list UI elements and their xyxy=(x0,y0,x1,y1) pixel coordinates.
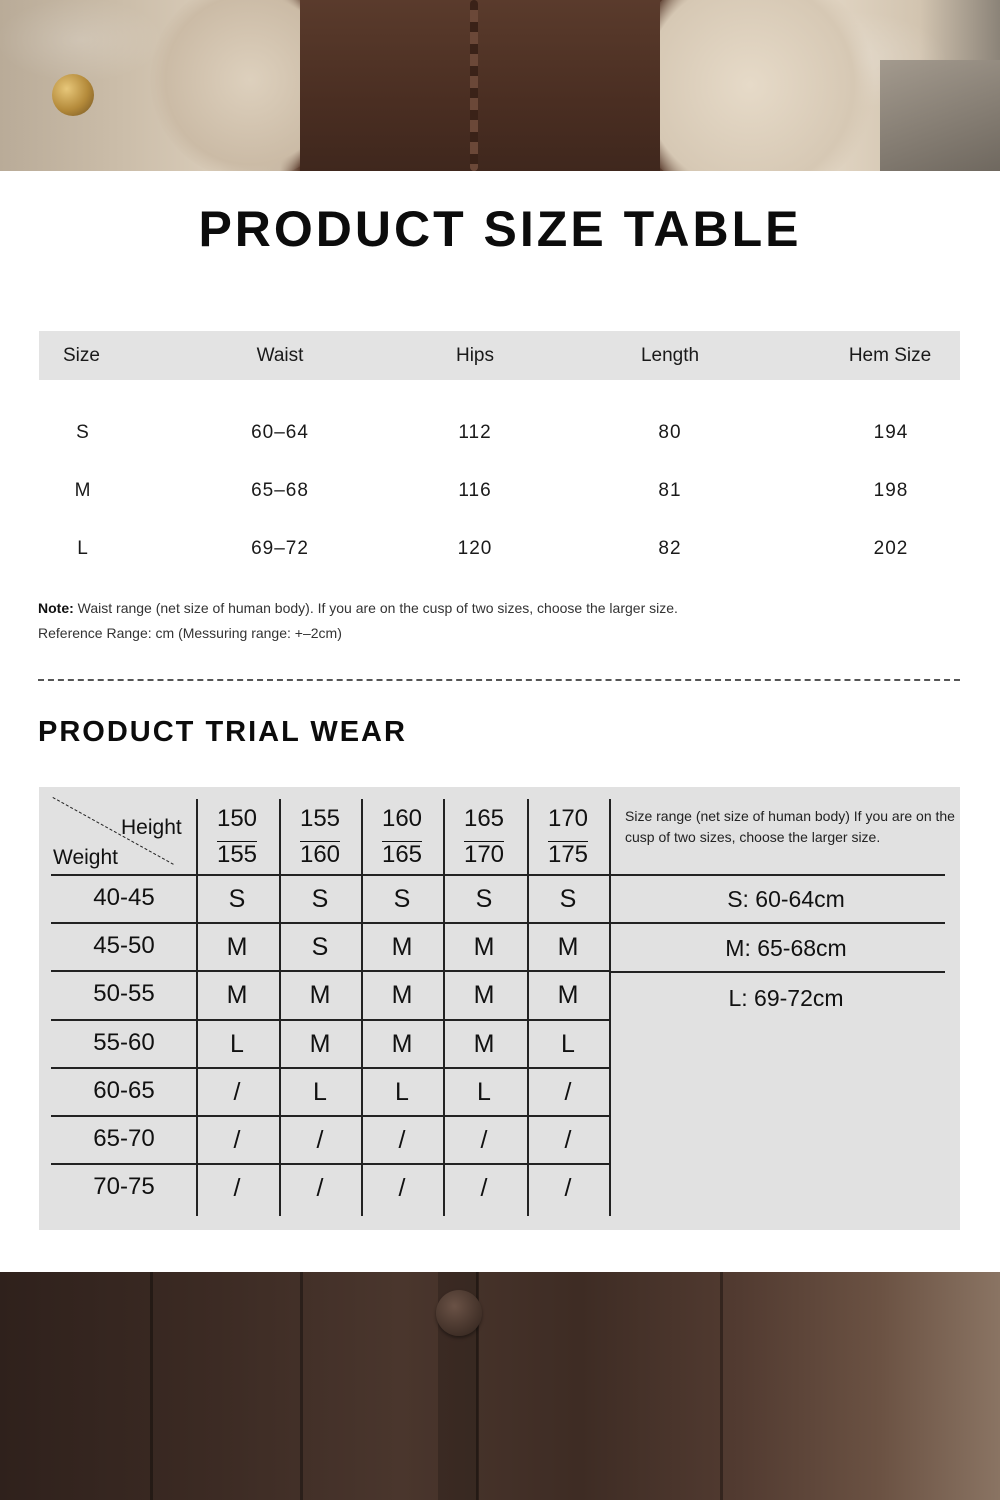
cell-length: 82 xyxy=(658,538,682,559)
cell-waist: 60–64 xyxy=(251,422,309,443)
trial-wear-title: PRODUCT TRIAL WEAR xyxy=(38,716,407,748)
size-table-header xyxy=(39,331,960,380)
note-line-2: Reference Range: cm (Messuring range: +–2cm) xyxy=(38,625,342,641)
weight-range: 40-45 xyxy=(93,884,155,911)
dashed-divider xyxy=(38,679,960,681)
cell-hem: 194 xyxy=(873,422,909,443)
size-cell: M xyxy=(473,981,495,1009)
cell-hips: 120 xyxy=(457,538,493,559)
note-text: Waist range (net size of human body). If you are on the cusp of two sizes, choose the larger size. xyxy=(73,600,678,616)
range-hline xyxy=(609,971,945,973)
size-cell: S xyxy=(393,885,411,913)
size-table xyxy=(39,331,960,559)
size-cell: S xyxy=(311,885,329,913)
size-cell: S xyxy=(559,885,577,913)
cell-waist: 65–68 xyxy=(251,480,309,501)
snap-button xyxy=(436,1290,482,1336)
weight-range: 50-55 xyxy=(93,980,155,1007)
size-cell: S xyxy=(311,933,329,961)
grid-hline xyxy=(51,1019,609,1021)
cell-size: S xyxy=(76,422,90,443)
height-to: 155 xyxy=(216,841,258,868)
skirt-fold xyxy=(150,1272,153,1500)
size-cell: L xyxy=(230,1030,244,1058)
grid-hline xyxy=(51,1115,609,1117)
size-cell: / xyxy=(564,1174,572,1202)
size-cell: M xyxy=(473,1030,495,1058)
header-size: Size xyxy=(63,345,100,366)
height-to: 175 xyxy=(547,841,589,868)
background-floor xyxy=(880,60,1000,171)
cell-hem: 198 xyxy=(873,480,909,501)
size-cell: M xyxy=(391,981,413,1009)
size-cell: / xyxy=(480,1126,488,1154)
height-to: 170 xyxy=(463,841,505,868)
height-from: 165 xyxy=(463,805,505,832)
header-hips: Hips xyxy=(455,345,494,366)
size-cell: S xyxy=(475,885,493,913)
size-cell: L xyxy=(477,1078,491,1106)
size-cell: / xyxy=(316,1174,324,1202)
size-cell: / xyxy=(398,1174,406,1202)
height-header xyxy=(279,801,361,873)
size-cell: / xyxy=(316,1126,324,1154)
size-cell: M xyxy=(309,981,331,1009)
skirt-fold xyxy=(720,1272,723,1500)
cell-hem: 202 xyxy=(873,538,909,559)
weight-label: Weight xyxy=(53,846,118,869)
size-cell: L xyxy=(561,1030,575,1058)
bottom-product-photo xyxy=(0,1272,1000,1500)
height-from: 170 xyxy=(547,805,589,832)
weight-range: 60-65 xyxy=(93,1077,155,1104)
header-waist: Waist xyxy=(256,345,304,366)
size-cell: / xyxy=(233,1078,241,1106)
size-cell: M xyxy=(557,933,579,961)
cell-waist: 69–72 xyxy=(251,538,309,559)
height-from: 155 xyxy=(299,805,341,832)
cell-size: L xyxy=(77,538,89,559)
size-cell: M xyxy=(309,1030,331,1058)
grid-hline xyxy=(51,1163,609,1165)
note-label: Note: xyxy=(38,600,74,616)
table-row xyxy=(39,414,960,454)
size-cell: M xyxy=(391,933,413,961)
cell-length: 81 xyxy=(658,480,682,501)
height-header xyxy=(443,801,525,873)
size-cell: M xyxy=(226,981,248,1009)
range-note: Size range (net size of human body) If you are on the cusp of two sizes, choose the larger size. xyxy=(625,808,955,845)
height-from: 160 xyxy=(381,805,423,832)
size-note xyxy=(38,596,678,646)
grid-vline xyxy=(609,799,611,1216)
size-cell: M xyxy=(226,933,248,961)
size-cell: / xyxy=(564,1126,572,1154)
size-cell: L xyxy=(313,1078,327,1106)
range-hline xyxy=(609,874,945,876)
cell-length: 80 xyxy=(658,422,682,443)
range-hline xyxy=(609,922,945,924)
top-product-photo xyxy=(0,0,1000,171)
note-line-1 xyxy=(38,596,678,621)
gold-button xyxy=(52,74,94,116)
weight-range: 55-60 xyxy=(93,1029,155,1056)
range-s: S: 60-64cm xyxy=(727,886,845,912)
height-to: 160 xyxy=(299,841,341,868)
skirt-fold xyxy=(300,1272,303,1500)
size-cell: / xyxy=(233,1174,241,1202)
height-header xyxy=(196,801,278,873)
table-row xyxy=(39,472,960,512)
page-title: PRODUCT SIZE TABLE xyxy=(198,201,802,257)
height-label: Height xyxy=(121,816,182,839)
size-cell: / xyxy=(398,1126,406,1154)
header-length: Length xyxy=(640,345,700,366)
size-cell: S xyxy=(228,885,246,913)
height-header xyxy=(361,801,443,873)
size-cell: / xyxy=(233,1126,241,1154)
size-cell: M xyxy=(473,933,495,961)
trial-wear-table xyxy=(39,787,960,1230)
size-cell: / xyxy=(480,1174,488,1202)
brown-top-garment xyxy=(300,0,660,171)
cell-size: M xyxy=(74,480,92,501)
height-to: 165 xyxy=(381,841,423,868)
height-header xyxy=(527,801,609,873)
size-cell: M xyxy=(557,981,579,1009)
height-from: 150 xyxy=(216,805,258,832)
table-row xyxy=(39,530,960,570)
grid-hline xyxy=(51,970,609,972)
size-cell: L xyxy=(395,1078,409,1106)
weight-range: 45-50 xyxy=(93,932,155,959)
cell-hips: 116 xyxy=(458,480,492,501)
grid-hline xyxy=(51,874,609,876)
cell-hips: 112 xyxy=(458,422,492,443)
range-l: L: 69-72cm xyxy=(728,985,844,1011)
header-hem-size: Hem Size xyxy=(848,345,932,366)
grid-hline xyxy=(51,922,609,924)
weight-range: 65-70 xyxy=(93,1125,155,1152)
grid-hline xyxy=(51,1067,609,1069)
range-m: M: 65-68cm xyxy=(725,935,847,961)
seam-detail xyxy=(470,0,478,171)
size-cell: / xyxy=(564,1078,572,1106)
size-cell: M xyxy=(391,1030,413,1058)
weight-range: 70-75 xyxy=(93,1173,155,1200)
